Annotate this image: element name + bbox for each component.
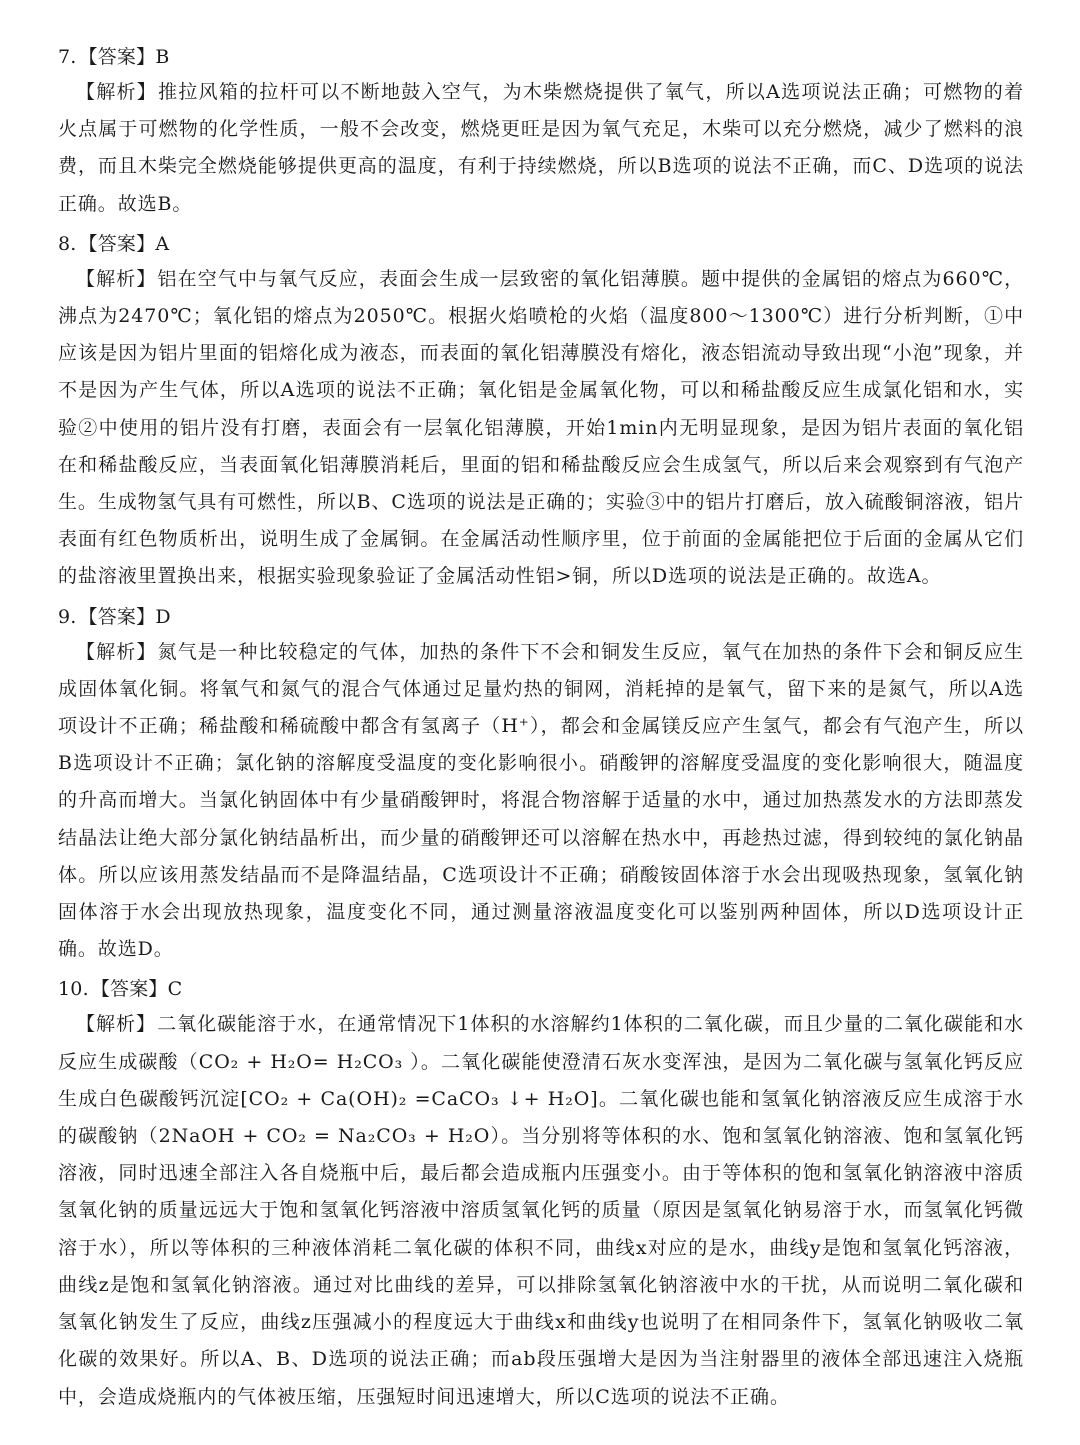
answer-line	[58, 227, 1024, 261]
question-8	[58, 227, 1024, 596]
question-10	[58, 972, 1024, 1415]
answer-value: A	[155, 232, 170, 255]
answer-line	[58, 600, 1024, 634]
analysis-tag: 【解析】	[76, 640, 157, 663]
answer-tag: 【答案】	[78, 46, 156, 68]
answer-line	[58, 972, 1024, 1006]
analysis-text: 氮气是一种比较稳定的气体，加热的条件下不会和铜发生反应，氧气在加热的条件下会和铜反应生成固体氧化铜。将氧气和氮气的混合气体通过足量灼热的铜网，消耗掉的是氧气，留下来的是氮气，所以A选项设计不正确；稀盐酸和稀硫酸中都含有氢离子（H⁺），都会和金属镁反应产生氢气，都会有气泡产生，所以B选项设计不正确；氯化钠的溶解度受温度的变化影响很小。硝酸钾的溶解度受温度的变化影响很大，随温度的升高而增大。当氯化钠固体中有少量硝酸钾时，将混合物溶解于适量的水中，通过加热蒸发水的方法即蒸发结晶法让绝大部分氯化钠结晶析出，而少量的硝酸钾还可以溶解在热水中，再趁热过滤，得到较纯的氯化钠晶体。所以应该用蒸发结晶而不是降温结晶，C选项设计不正确；硝酸铵固体溶于水会出现吸热现象，氢氧化钠固体溶于水会出现放热现象，温度变化不同，通过测量溶液温度变化可以鉴别两种固体，所以D选项设计正确。故选D。	[58, 640, 1024, 961]
analysis-text: 推拉风箱的拉杆可以不断地鼓入空气，为木柴燃烧提供了氧气，所以A选项说法正确；可燃物的着火点属于可燃物的化学性质，一般不会改变，燃烧更旺是因为氧气充足，木柴可以充分燃烧，减少了燃料的浪费，而且木柴完全燃烧能够提供更高的温度，有利于持续燃烧，所以B选项的说法不正确，而C、D选项的说法正确。故选B。	[58, 81, 1024, 215]
question-number: 8.	[58, 232, 77, 255]
analysis-text: 铝在空气中与氧气反应，表面会生成一层致密的氧化铝薄膜。题中提供的金属铝的熔点为660℃，沸点为2470℃；氧化铝的熔点为2050℃。根据火焰喷枪的火焰（温度800～1300℃）进行分析判断，①中应该是因为铝片里面的铝熔化成为液态，而表面的氧化铝薄膜没有熔化，液态铝流动导致出现“小泡”现象，并不是因为产生气体，所以A选项的说法不正确；氧化铝是金属氧化物，可以和稀盐酸反应生成氯化铝和水，实验②中使用的铝片没有打磨，表面会有一层氧化铝薄膜，开始1min内无明显现象，是因为铝片表面的氧化铝在和稀盐酸反应，当表面氧化铝薄膜消耗后，里面的铝和稀盐酸反应会生成氢气，所以后来会观察到有气泡产生。生成物氢气具有可燃性，所以B、C选项的说法是正确的；实验③中的铝片打磨后，放入硫酸铜溶液，铝片表面有红色物质析出，说明生成了金属铜。在金属活动性顺序里，位于前面的金属能把位于后面的金属从它们的盐溶液里置换出来，根据实验现象验证了金属活动性铝>铜，所以D选项的说法是正确的。故选A。	[58, 267, 1024, 588]
question-number: 7.	[58, 46, 77, 68]
analysis-tag: 【解析】	[76, 267, 157, 290]
analysis-text: 二氧化碳能溶于水，在通常情况下1体积的水溶解约1体积的二氧化碳，而且少量的二氧化碳能和水反应生成碳酸（CO₂ + H₂O= H₂CO₃ ）。二氧化碳能使澄清石灰水变浑浊，是因为二氧化碳与氢氧化钙反应生成白色碳酸钙沉淀[CO₂ + Ca(OH)₂ =CaCO₃ ↓+ H₂O]。二氧化碳也能和氢氧化钠溶液反应生成溶于水的碳酸钠（2NaOH + CO₂ = Na₂CO₃ + H₂O）。当分别将等体积的水、饱和氢氧化钠溶液、饱和氢氧化钙溶液，同时迅速全部注入各自烧瓶中后，最后都会造成瓶内压强变小。由于等体积的饱和氢氧化钠溶液中溶质氢氧化钠的质量远远大于饱和氢氧化钙溶液中溶质氢氧化钙的质量（原因是氢氧化钠易溶于水，而氢氧化钙微溶于水），所以等体积的三种液体消耗二氧化碳的体积不同，曲线x对应的是水，曲线y是饱和氢氧化钙溶液，曲线z是饱和氢氧化钠溶液。通过对比曲线的差异，可以排除氢氧化钠溶液中水的干扰，从而说明二氧化碳和氢氧化钠发生了反应，曲线z压强减小的程度远大于曲线x和曲线y也说明了在相同条件下，氢氧化钠吸收二氧化碳的效果好。所以A、B、D选项的说法正确；而ab段压强增大是因为当注射器里的液体全部迅速注入烧瓶中，会造成烧瓶内的气体被压缩，压强短时间迅速增大，所以C选项的说法不正确。	[58, 1013, 1024, 1408]
analysis-tag: 【解析】	[76, 1013, 157, 1036]
answer-tag: 【答案】	[78, 605, 156, 628]
answer-tag: 【答案】	[78, 232, 156, 255]
question-9	[58, 600, 1024, 969]
question-7	[58, 40, 1024, 223]
question-number: 9.	[58, 605, 77, 628]
analysis-paragraph	[58, 261, 1024, 596]
answer-value: D	[155, 605, 171, 628]
question-number: 10.	[58, 978, 89, 1001]
answer-line	[58, 40, 1024, 74]
analysis-paragraph	[58, 634, 1024, 969]
analysis-paragraph	[58, 74, 1024, 223]
analysis-paragraph	[58, 1006, 1024, 1415]
answer-value: C	[167, 978, 183, 1001]
answer-tag: 【答案】	[90, 978, 168, 1001]
analysis-tag: 【解析】	[76, 81, 158, 103]
answer-value: B	[155, 46, 170, 68]
